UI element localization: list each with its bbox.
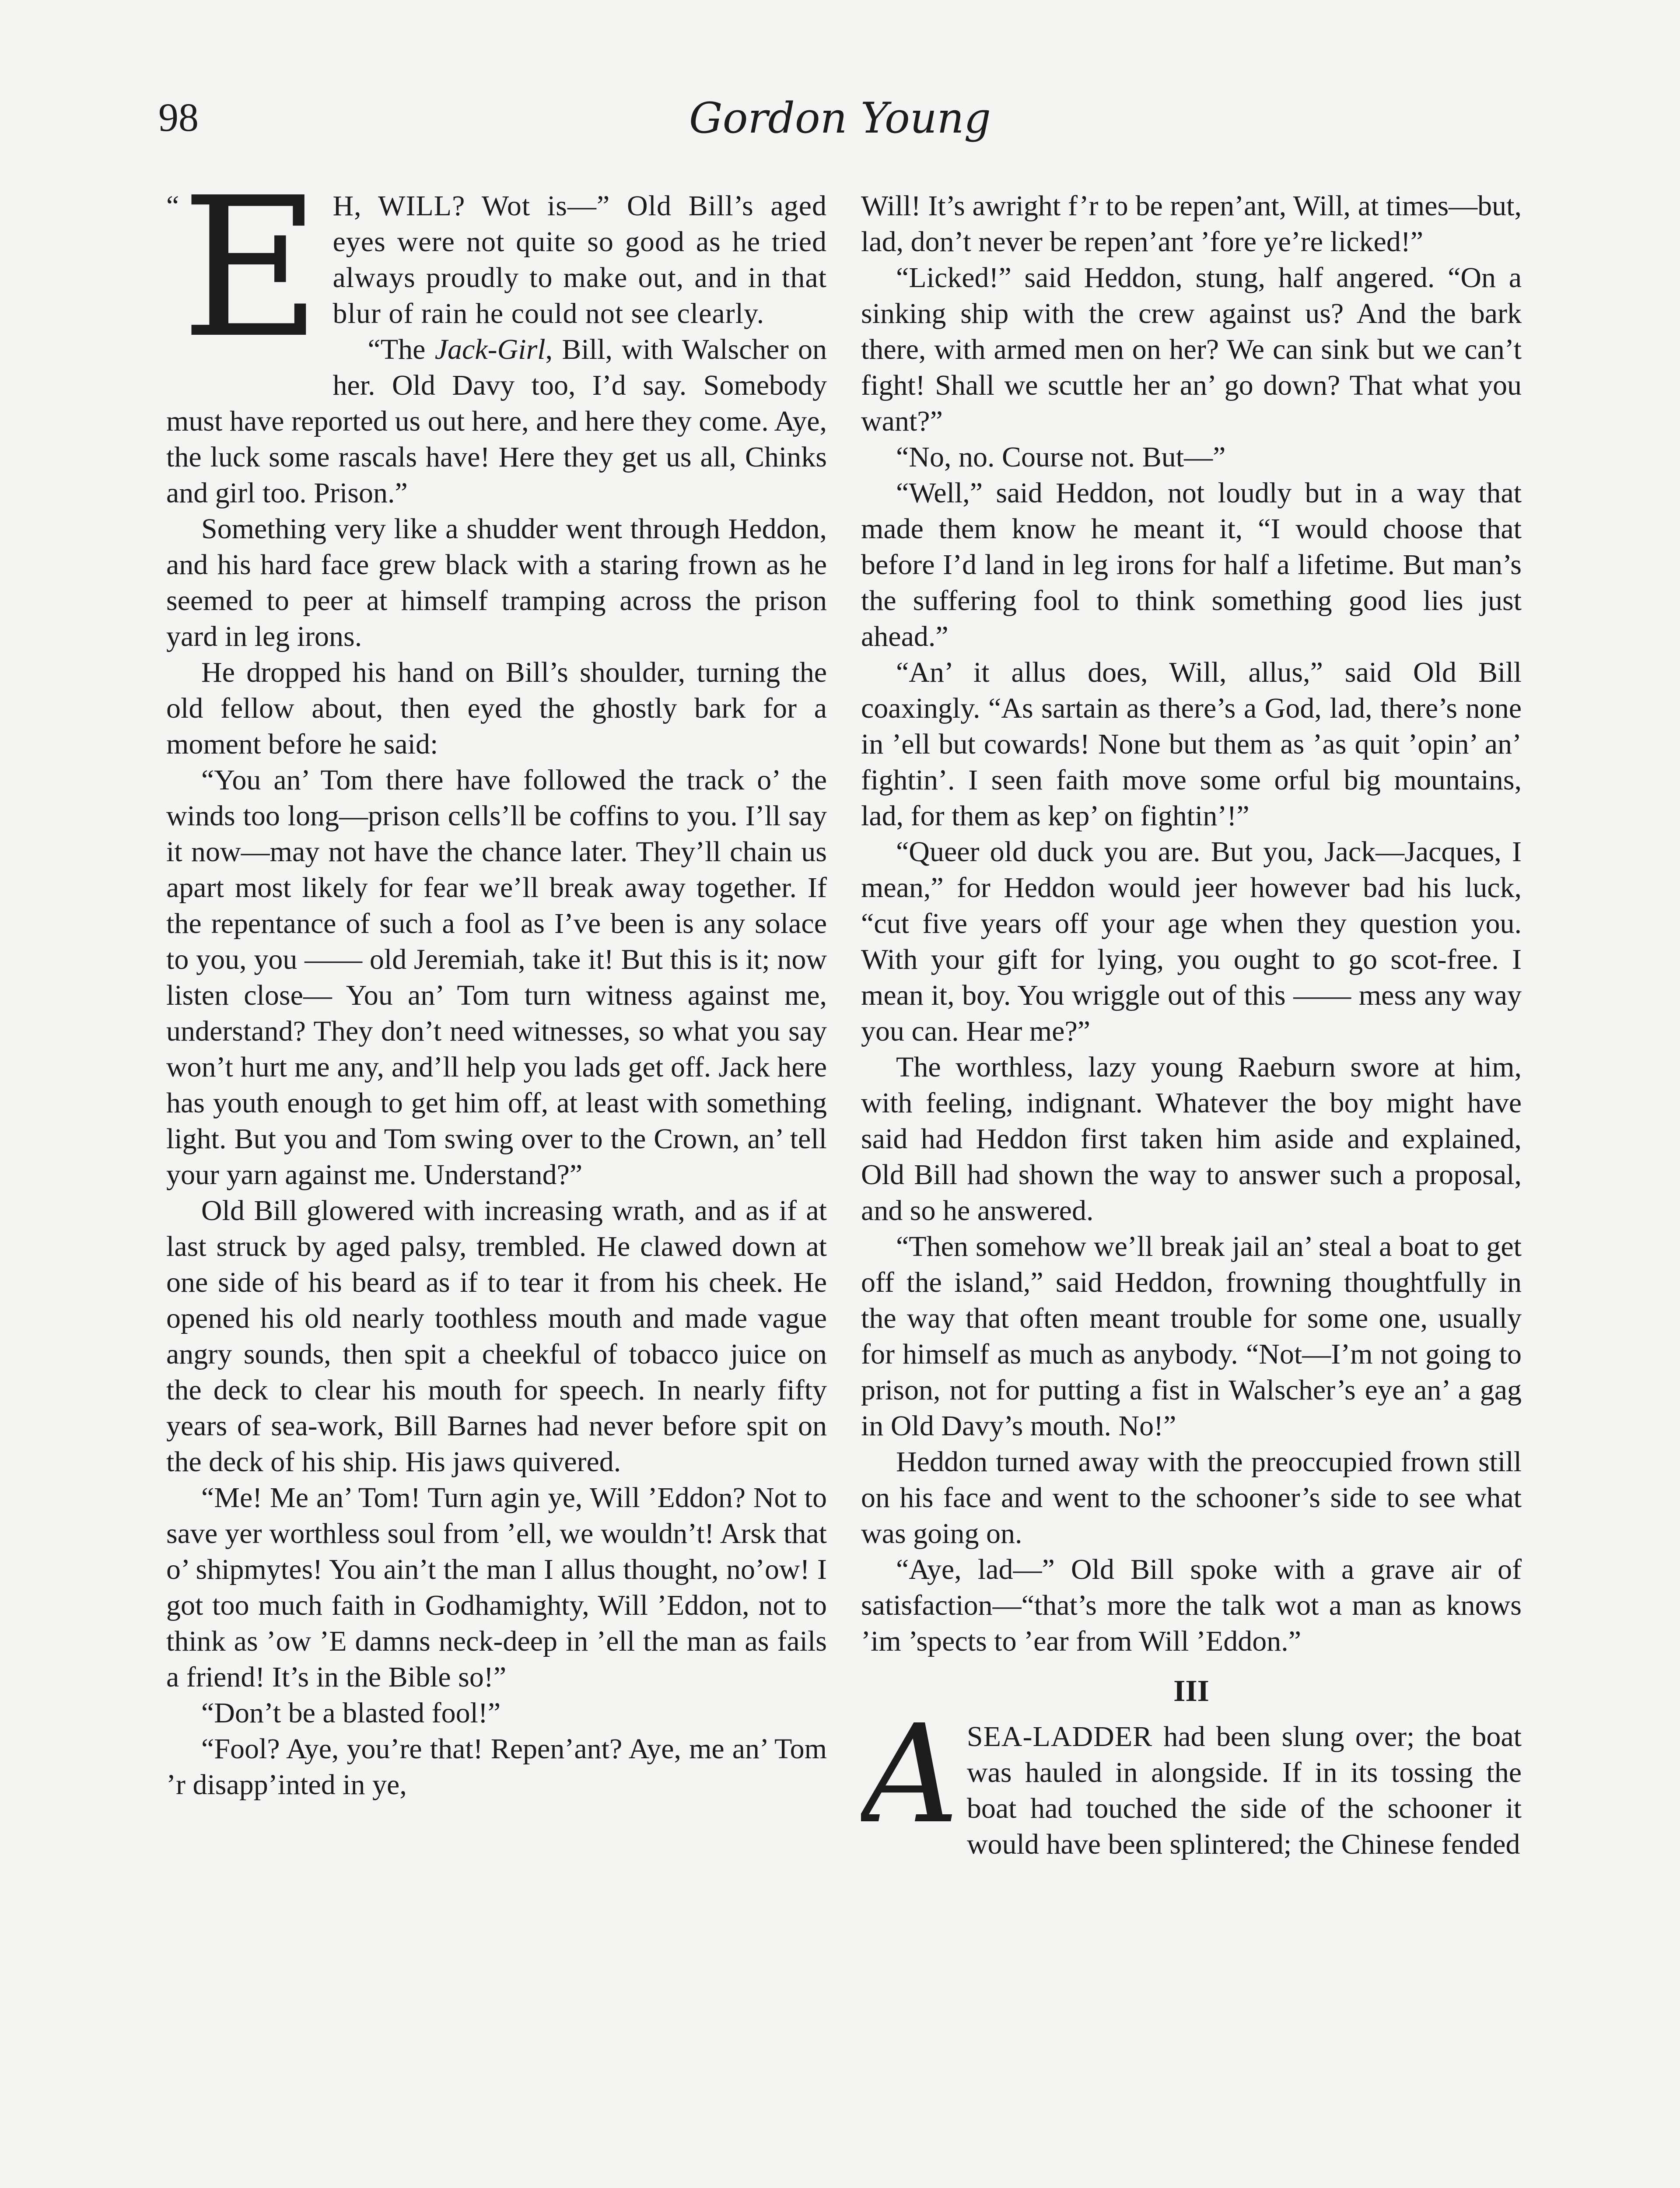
paragraph-text: H, WILL? Wot is—” Old Bill’s aged eyes were not quite so good as he tried always proudly to make out, and in that blur of rain he could not see clearly. bbox=[332, 190, 827, 330]
paragraph bbox=[861, 1696, 1522, 1862]
open-quote: “ bbox=[166, 190, 179, 222]
running-head: Gordon Young bbox=[689, 94, 991, 143]
paragraph: “An’ it allus does, Will, allus,” said Old Bill coaxingly. “As sartain as there’s a God, lad, there’s none in ’ell but cowards! None but them as ’as quit ’opin’ an’ fightin’. I seen faith move some orful big mountains, lad, for them as kep’ on fightin’!” bbox=[861, 656, 1522, 832]
section-heading: III bbox=[1173, 1674, 1209, 1708]
paragraph: Heddon turned away with the preoccupied frown still on his face and went to the schooner’s side to see what was going on. bbox=[861, 1446, 1522, 1550]
paragraph: He dropped his hand on Bill’s shoulder, turning the old fellow about, then eyed the ghostly bark for a moment before he said: bbox=[166, 656, 827, 760]
paragraph: “Queer old duck you are. But you, Jack—Jacques, I mean,” for Heddon would jeer however bad his luck, “cut five years off your age when they question you. With your gift for lying, you ought to go scot-free. I mean it, boy. You wriggle out of this —— mess any way you can. Hear me?” bbox=[861, 836, 1522, 1047]
paragraph: “Don’t be a blasted fool!” bbox=[201, 1697, 501, 1729]
drop-cap: A bbox=[861, 1696, 959, 1854]
paragraph: Will! It’s awright f’r to be repen’ant, Will, at times—but, lad, don’t never be repen’ant ’fore ye’re licked!” bbox=[861, 190, 1522, 258]
drop-cap: E bbox=[181, 188, 322, 380]
paragraph: Something very like a shudder went through Heddon, and his hard face grew black with a staring frown as he seemed to peer at himself tramping across the prison yard in leg irons. bbox=[166, 513, 827, 652]
left-column bbox=[166, 188, 827, 2188]
paragraph: Old Bill glowered with increasing wrath, and as if at last struck by aged palsy, trembled. He clawed down at one side of his beard as if to tear it from his cheek. He opened his old nearly toothless mouth and made vague angry sounds, then spit a cheekful of tobacco juice on the deck to clear his mouth for speech. In nearly fifty years of sea-work, Bill Barnes had never before spit on the deck of his ship. His jaws quivered. bbox=[166, 1195, 827, 1478]
paragraph: “Then somehow we’ll break jail an’ steal a boat to get off the island,” said Heddon, frowning thoughtfully in the way that often meant trouble for some one, usually for himself as much as anybody. “Not—I’m not going to prison, not for putting a fist in Walscher’s eye an’ a gag in Old Davy’s mouth. No!” bbox=[861, 1231, 1522, 1442]
paragraph-lead: SEA-LADDER bbox=[966, 1721, 1153, 1753]
paragraph: “Well,” said Heddon, not loudly but in a way that made them know he meant it, “I would choose that before I’d land in leg irons for half a lifetime. But man’s the suffering fool to think something good lies just ahead.” bbox=[861, 477, 1522, 652]
ship-name: Jack-Girl bbox=[434, 333, 546, 365]
paragraph-text: had been slung over; the boat was hauled in alongside. If in its tossing the boat had touched the side of the schooner it would have been splintered; the Chinese fended bbox=[966, 1721, 1522, 1860]
paragraph: The worthless, lazy young Raeburn swore at him, with feeling, indignant. Whatever the boy might have said had Heddon first taken him aside and explained, Old Bill had shown the way to answer such a proposal, and so he answered. bbox=[861, 1051, 1522, 1227]
paragraph: “No, no. Course not. But—” bbox=[896, 441, 1226, 473]
paragraph: “Fool? Aye, you’re that! Repen’ant? Aye, me an’ Tom ’r disapp’inted in ye, bbox=[166, 1733, 827, 1801]
paragraph-lead: “The bbox=[368, 333, 435, 365]
paragraph: “You an’ Tom there have followed the track o’ the winds too long—prison cells’ll be coffins to you. I’ll say it now—may not have the chance later. They’ll chain us apart most likely for fear we’ll break away together. If the repentance of such a fool as I’ve been is any solace to you, you —— old Jeremiah, take it! But this is it; now listen close— You an’ Tom turn witness against me, understand? They don’t need witnesses, so what you say won’t hurt me any, and’ll help you lads get off. Jack here has youth enough to get him off, at least with something light. But you and Tom swing over to the Crown, an’ tell your yarn against me. Understand?” bbox=[166, 764, 827, 1191]
paragraph: “Aye, lad—” Old Bill spoke with a grave air of satisfaction—“that’s more the talk wot a man as knows ’im ’spects to ’ear from Will ’Eddon.” bbox=[861, 1553, 1522, 1657]
paragraph: “Me! Me an’ Tom! Turn agin ye, Will ’Eddon? Not to save yer worthless soul from ’ell, we wouldn’t! Arsk that o’ shipmytes! You ain’t the man I allus thought, no’ow! I got too much faith in Godhamighty, Will ’Eddon, not to think as ’ow ’E damns neck-deep in ’ell the man as fails a friend! It’s in the Bible so!” bbox=[166, 1482, 827, 1693]
paragraph-text: , Bill, with Walscher on her. Old Davy too, I’d say. Somebody must have reported us out here, and here they come. Aye, the luck some rascals have! Here they get us all, Chinks and girl too. Prison.” bbox=[166, 333, 827, 509]
page-number: 98 bbox=[158, 95, 199, 140]
paragraph: “Licked!” said Heddon, stung, half angered. “On a sinking ship with the crew against us? And the bark there, with armed men on her? We can sink but we can’t fight! Shall we scuttle her an’ go down? That what you want?” bbox=[861, 262, 1522, 437]
right-column bbox=[861, 188, 1522, 2188]
